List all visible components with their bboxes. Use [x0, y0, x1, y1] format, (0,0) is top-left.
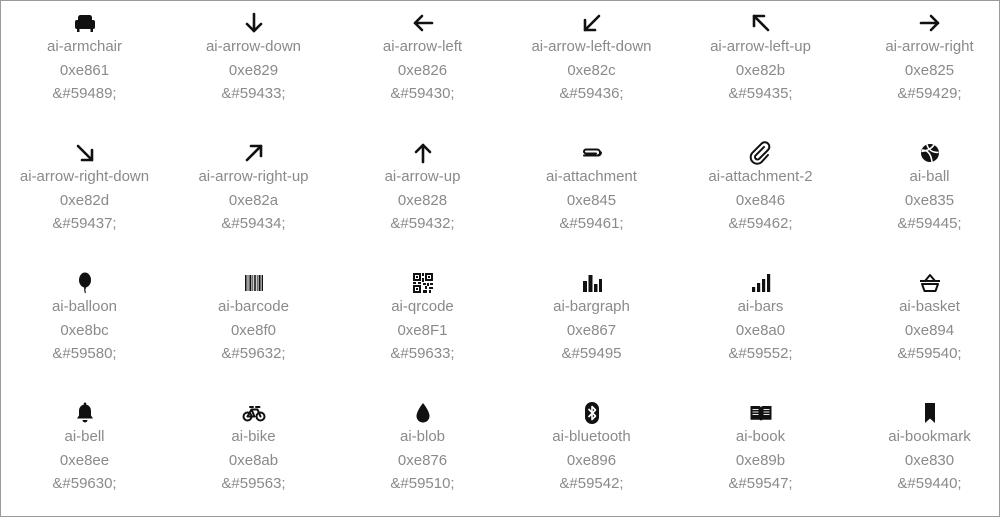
icon-name-label: ai-arrow-left-up [710, 38, 811, 55]
icon-tile-arrow-down [169, 11, 338, 106]
icon-html-entity: &#59440; [897, 475, 962, 492]
icon-html-entity: &#59489; [52, 85, 117, 102]
basket-icon [918, 271, 942, 295]
icon-hex-code: 0xe835 [904, 191, 955, 209]
book-icon [749, 401, 773, 425]
icon-html-entity: &#59436; [559, 85, 624, 102]
icon-tile-bookmark [845, 401, 1000, 496]
icon-hex-code: 0xe82c [567, 61, 616, 79]
icon-hex-code: 0xe8f0 [230, 321, 277, 339]
icon-tile-barcode [169, 271, 338, 366]
icon-hex-code: 0xe8ab [228, 451, 279, 469]
icon-hex-code: 0xe845 [566, 191, 617, 209]
icon-html-entity: &#59547; [728, 475, 793, 492]
arrow-left-down-icon [580, 11, 604, 35]
icon-hex-code: 0xe861 [59, 61, 110, 79]
icon-tile-bell [0, 401, 169, 496]
bargraph-icon [580, 271, 604, 295]
icon-html-entity: &#59434; [221, 215, 286, 232]
icon-name-label: ai-arrow-right-down [19, 168, 150, 185]
icon-html-entity: &#59580; [52, 345, 117, 362]
icon-name-label: ai-bike [231, 428, 276, 445]
icon-name-label: ai-barcode [218, 298, 289, 315]
icon-tile-armchair [0, 11, 169, 106]
icon-name-label: ai-qrcode [391, 298, 454, 315]
icon-tile-ball [845, 141, 1000, 236]
icon-name-label: ai-basket [899, 298, 960, 315]
balloon-icon [73, 271, 97, 295]
icon-tile-bargraph [507, 271, 676, 366]
arrow-right-down-icon [73, 141, 97, 165]
icon-tile-arrow-left-up [676, 11, 845, 106]
icon-tile-arrow-right-up [169, 141, 338, 236]
arrow-left-icon [411, 11, 435, 35]
icon-hex-code: 0xe846 [735, 191, 786, 209]
icon-name-label: ai-arrow-right-up [198, 168, 309, 185]
icon-name-label: ai-arrow-left-down [531, 38, 652, 55]
icon-hex-code: 0xe896 [566, 451, 617, 469]
icon-hex-code: 0xe825 [904, 61, 955, 79]
arrow-down-icon [242, 11, 266, 35]
bell-icon [73, 401, 97, 425]
arrow-right-icon [918, 11, 942, 35]
icon-html-entity: &#59445; [897, 215, 962, 232]
icon-html-entity: &#59510; [390, 475, 455, 492]
icon-html-entity: &#59437; [52, 215, 117, 232]
icon-hex-code: 0xe89b [735, 451, 786, 469]
icon-name-label: ai-ball [909, 168, 950, 185]
icon-name-label: ai-book [735, 428, 786, 445]
icon-tile-arrow-right-down [0, 141, 169, 236]
icon-hex-code: 0xe830 [904, 451, 955, 469]
icon-hex-code: 0xe828 [397, 191, 448, 209]
ball-icon [918, 141, 942, 165]
icon-html-entity: &#59563; [221, 475, 286, 492]
icon-tile-bars [676, 271, 845, 366]
icon-html-entity: &#59630; [52, 475, 117, 492]
icon-tile-book [676, 401, 845, 496]
arrow-left-up-icon [749, 11, 773, 35]
icon-tile-attachment [507, 141, 676, 236]
bookmark-icon [918, 401, 942, 425]
icon-tile-blob [338, 401, 507, 496]
barcode-icon [242, 271, 266, 295]
icon-tile-attachment-2 [676, 141, 845, 236]
blob-icon [411, 401, 435, 425]
icon-html-entity: &#59461; [559, 215, 624, 232]
icon-html-entity: &#59552; [728, 345, 793, 362]
icon-name-label: ai-attachment [546, 168, 637, 185]
icon-html-entity: &#59540; [897, 345, 962, 362]
icon-hex-code: 0xe867 [566, 321, 617, 339]
icon-hex-code: 0xe826 [397, 61, 448, 79]
arrow-right-up-icon [242, 141, 266, 165]
icon-tile-qrcode [338, 271, 507, 366]
icon-tile-basket [845, 271, 1000, 366]
armchair-icon [73, 11, 97, 35]
icon-name-label: ai-bookmark [888, 428, 971, 445]
icon-hex-code: 0xe8ee [59, 451, 110, 469]
icon-hex-code: 0xe829 [228, 61, 279, 79]
qrcode-icon [411, 271, 435, 295]
icon-tile-arrow-right [845, 11, 1000, 106]
icon-html-entity: &#59542; [559, 475, 624, 492]
icon-name-label: ai-blob [399, 428, 446, 445]
icon-name-label: ai-arrow-down [205, 38, 302, 55]
icon-name-label: ai-bell [64, 428, 105, 445]
icon-hex-code: 0xe894 [904, 321, 955, 339]
icon-hex-code: 0xe8bc [60, 321, 109, 339]
icon-name-label: ai-balloon [51, 298, 118, 315]
icon-hex-code: 0xe8F1 [397, 321, 448, 339]
icon-html-entity: &#59495 [561, 345, 622, 362]
icon-name-label: ai-armchair [46, 38, 122, 55]
bike-icon [242, 401, 266, 425]
icon-tile-bike [169, 401, 338, 496]
icon-name-label: ai-arrow-left [382, 38, 463, 55]
icon-hex-code: 0xe82b [735, 61, 786, 79]
icon-html-entity: &#59632; [221, 345, 286, 362]
icon-html-entity: &#59432; [390, 215, 455, 232]
icon-html-entity: &#59430; [390, 85, 455, 102]
icon-name-label: ai-arrow-up [384, 168, 461, 185]
icon-name-label: ai-attachment-2 [708, 168, 813, 185]
arrow-up-icon [411, 141, 435, 165]
icon-hex-code: 0xe82d [59, 191, 110, 209]
attachment-icon [580, 141, 604, 165]
icon-hex-code: 0xe876 [397, 451, 448, 469]
icon-hex-code: 0xe8a0 [735, 321, 786, 339]
icon-html-entity: &#59633; [390, 345, 455, 362]
icon-tile-arrow-left [338, 11, 507, 106]
icon-html-entity: &#59462; [728, 215, 793, 232]
icon-html-entity: &#59433; [221, 85, 286, 102]
icon-tile-balloon [0, 271, 169, 366]
icon-tile-arrow-left-down [507, 11, 676, 106]
icon-html-entity: &#59435; [728, 85, 793, 102]
attachment-2-icon [749, 141, 773, 165]
bars-icon [749, 271, 773, 295]
icon-tile-bluetooth [507, 401, 676, 496]
bluetooth-icon [580, 401, 604, 425]
icon-hex-code: 0xe82a [228, 191, 279, 209]
icon-tile-arrow-up [338, 141, 507, 236]
icon-name-label: ai-bars [737, 298, 784, 315]
icon-html-entity: &#59429; [897, 85, 962, 102]
icon-name-label: ai-bargraph [553, 298, 630, 315]
icon-name-label: ai-bluetooth [552, 428, 631, 445]
icon-name-label: ai-arrow-right [885, 38, 974, 55]
